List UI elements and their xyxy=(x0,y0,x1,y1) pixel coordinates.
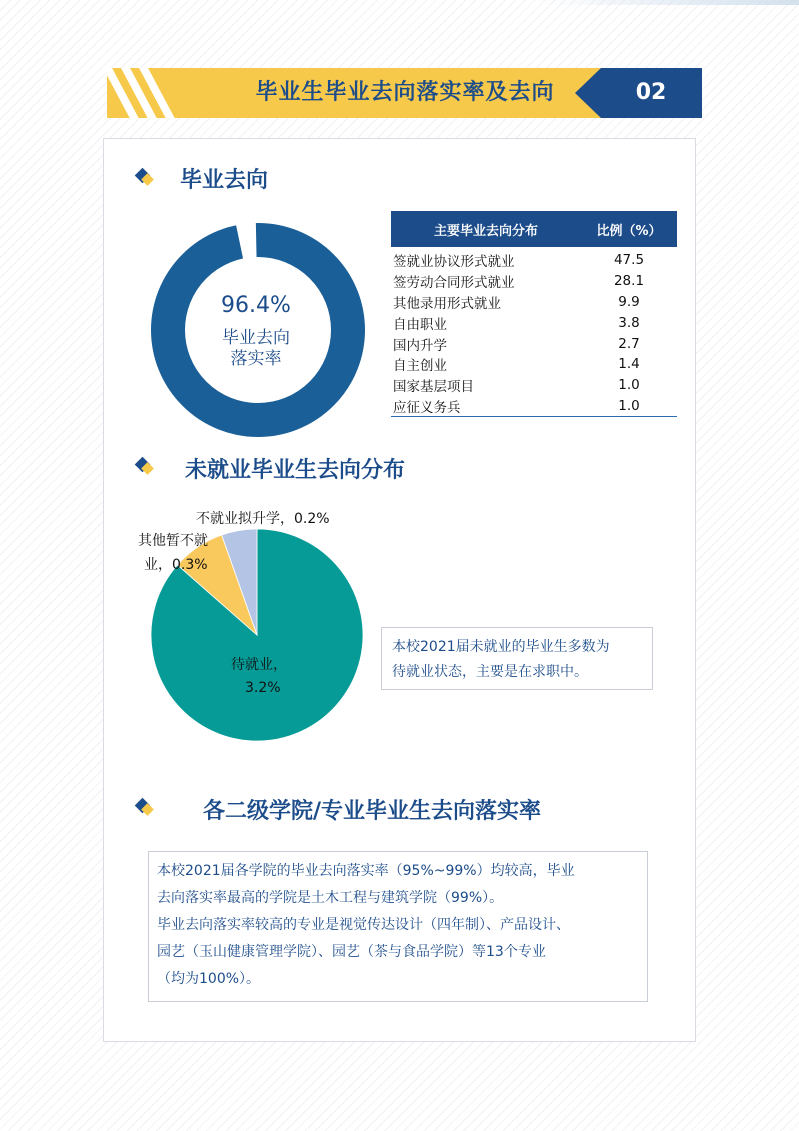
row-value: 2.7 xyxy=(618,335,640,352)
table-header-ratio: 比例（%） xyxy=(596,223,662,239)
pie-label-further-study: 不就业拟升学，0.2% xyxy=(196,511,330,527)
section-title-colleges: 各二级学院/专业毕业生去向落实率 xyxy=(203,799,542,824)
table-row xyxy=(391,292,677,313)
table-row xyxy=(391,312,677,333)
pie-label-other-line2: 业，0.3% xyxy=(144,557,208,573)
table-row xyxy=(391,333,677,354)
row-value: 3.8 xyxy=(618,314,640,331)
table-row xyxy=(391,375,677,396)
rate-label-line2: 落实率 xyxy=(230,349,282,369)
table-row xyxy=(391,271,677,292)
table-row xyxy=(391,396,677,417)
page-title: 毕业生毕业去向落实率及去向 xyxy=(255,80,555,105)
table-row xyxy=(391,250,677,271)
row-value: 9.9 xyxy=(618,293,640,310)
row-label: 国家基层项目 xyxy=(393,379,474,396)
table-body xyxy=(391,247,677,417)
note-line: 毕业去向落实率较高的专业是视觉传达设计（四年制）、产品设计、 xyxy=(157,917,570,933)
row-value: 1.0 xyxy=(618,377,640,394)
rate-label-line1: 毕业去向 xyxy=(222,328,290,348)
section-title-unemployed: 未就业毕业生去向分布 xyxy=(185,458,406,483)
row-label: 签就业协议形式就业 xyxy=(393,254,515,271)
diamond-bullet-icon xyxy=(134,456,156,478)
rate-value: 96.4% xyxy=(221,293,291,318)
note-line: 本校2021届未就业的毕业生多数为 xyxy=(392,639,610,655)
table-header-category: 主要毕业去向分布 xyxy=(433,223,538,239)
note-line: 待就业状态，主要是在求职中。 xyxy=(392,664,588,680)
row-label: 签劳动合同形式就业 xyxy=(393,275,515,292)
row-value: 1.0 xyxy=(618,397,640,414)
row-label: 自由职业 xyxy=(393,316,447,333)
pie-label-other-line1: 其他暂不就 xyxy=(138,533,208,549)
pie-label-waiting-line2: 3.2% xyxy=(245,680,281,696)
note-line: 园艺（玉山健康管理学院）、园艺（茶与食品学院）等13个专业 xyxy=(157,944,546,960)
row-label: 应征义务兵 xyxy=(393,399,461,416)
table-header xyxy=(391,211,677,247)
diamond-bullet-icon xyxy=(134,167,156,189)
note-line: 本校2021届各学院的毕业去向落实率（95%~99%）均较高，毕业 xyxy=(157,863,575,879)
table-row xyxy=(391,354,677,375)
unemployed-note xyxy=(381,627,653,690)
row-value: 47.5 xyxy=(613,252,645,269)
page-number: 02 xyxy=(635,80,667,105)
row-label: 国内升学 xyxy=(393,337,447,354)
row-value: 28.1 xyxy=(613,273,645,290)
pie-label-waiting-line1: 待就业， xyxy=(231,657,287,673)
rate-label xyxy=(185,328,327,370)
destination-table xyxy=(391,211,677,417)
row-value: 1.4 xyxy=(618,356,640,373)
diamond-bullet-icon xyxy=(134,797,156,819)
note-line: 去向落实率最高的学院是土木工程与建筑学院（99%）。 xyxy=(157,890,504,906)
section-title-destination: 毕业去向 xyxy=(180,168,269,193)
row-label: 自主创业 xyxy=(393,358,447,375)
note-line: （均为100%）。 xyxy=(157,971,261,987)
row-label: 其他录用形式就业 xyxy=(393,295,501,312)
top-decor-strip xyxy=(540,0,799,5)
colleges-note xyxy=(148,851,648,1002)
